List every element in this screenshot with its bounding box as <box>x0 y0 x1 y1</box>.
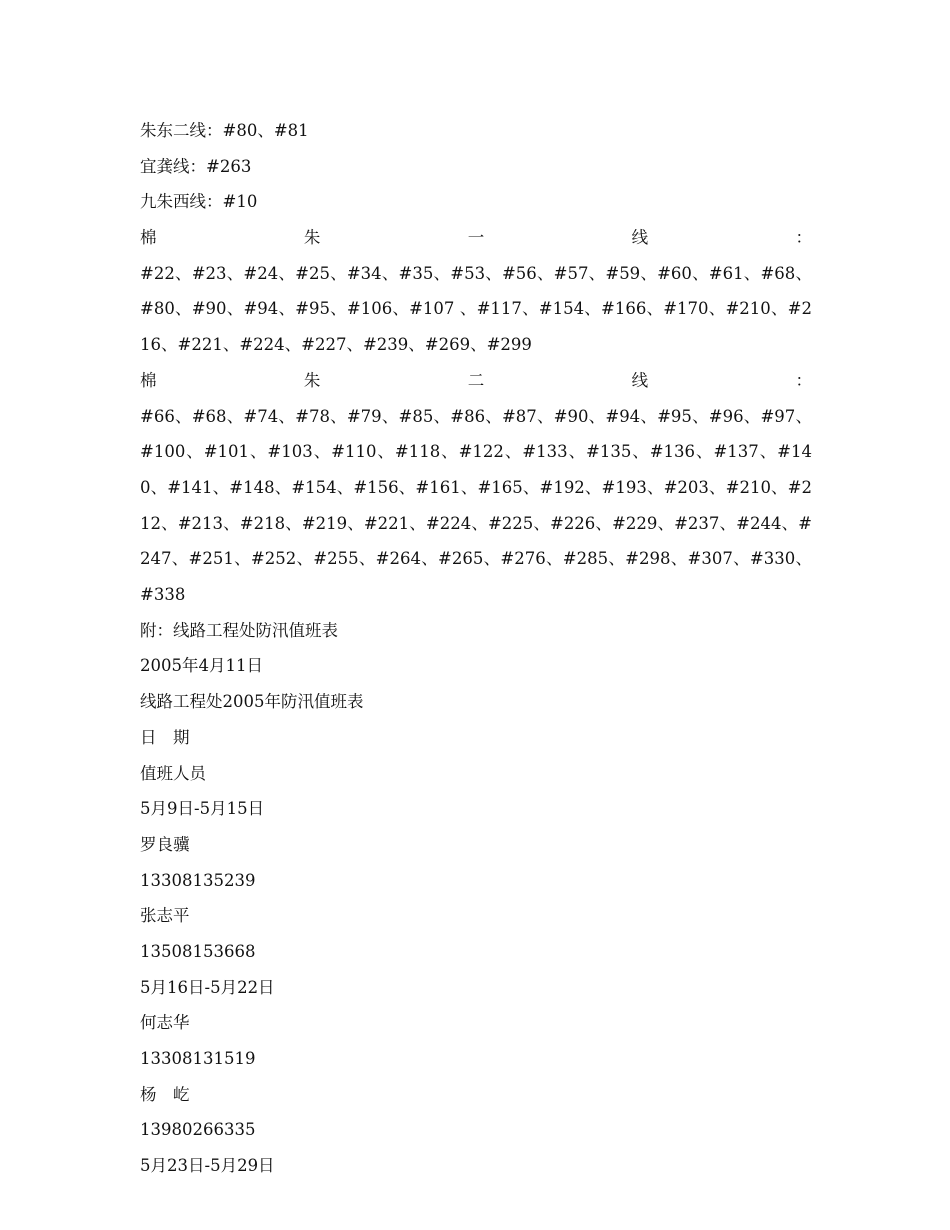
line-yigong: 宜龚线：#263 <box>140 156 252 176</box>
heading-char: 线 <box>631 228 649 248</box>
heading-char: ： <box>795 370 812 390</box>
mianzhu-1-towers: #22、#23、#24、#25、#34、#35、#53、#56、#57、#59、#60、#61、#68、#80、#90、#94、#95、#106、#107 、#117、#154、#166、#170、#210、#216、#221、#224、#227、#239、#269、#299 <box>140 263 812 355</box>
duty-period: 5月16日-5月22日 <box>140 977 275 997</box>
mianzhu-1-heading <box>140 220 812 256</box>
appendix-note: 附：线路工程处防汛值班表 <box>140 620 338 640</box>
heading-char: 二 <box>467 370 485 390</box>
heading-char: ： <box>795 228 812 248</box>
duty-person-phone: 13308135239 <box>140 870 256 890</box>
duty-period: 5月9日-5月15日 <box>140 799 265 819</box>
duty-person-name: 何志华 <box>140 1013 190 1033</box>
mianzhu-2-heading <box>140 363 812 399</box>
heading-char: 朱 <box>303 228 321 248</box>
heading-char: 线 <box>631 370 649 390</box>
heading-char: 朱 <box>303 370 321 390</box>
line-zhudong-2: 朱东二线：#80、#81 <box>140 121 309 140</box>
duty-table-title: 线路工程处2005年防汛值班表 <box>140 692 364 712</box>
document-date: 2005年4月11日 <box>140 656 263 676</box>
heading-char: 棉 <box>140 228 157 248</box>
line-jiuzhu-west: 九朱西线：#10 <box>140 192 258 212</box>
duty-header-date: 日 期 <box>140 727 190 747</box>
heading-char: 一 <box>467 228 485 248</box>
duty-person-phone: 13980266335 <box>140 1120 256 1140</box>
duty-person-name: 罗良骥 <box>140 834 190 854</box>
duty-person-name: 张志平 <box>140 906 190 926</box>
document-page <box>140 113 812 1184</box>
duty-period: 5月23日-5月29日 <box>140 1156 275 1176</box>
duty-person-name: 杨 屹 <box>140 1084 190 1104</box>
duty-person-phone: 13308131519 <box>140 1049 256 1069</box>
duty-person-phone: 13508153668 <box>140 941 256 961</box>
mianzhu-2-towers: #66、#68、#74、#78、#79、#85、#86、#87、#90、#94、#95、#96、#97、#100、#101、#103、#110、#118、#122、#133、#135、#136、#137、#140、#141、#148、#154、#156、#161、#165、#192、#193、#203、#210、#212、#213、#218、#219、#221、#224、#225、#226、#229、#237、#244、#247、#251、#252、#255、#264、#265、#276、#285、#298、#307、#330、#338 <box>140 406 812 605</box>
heading-char: 棉 <box>140 370 157 390</box>
duty-header-staff: 值班人员 <box>140 763 206 783</box>
